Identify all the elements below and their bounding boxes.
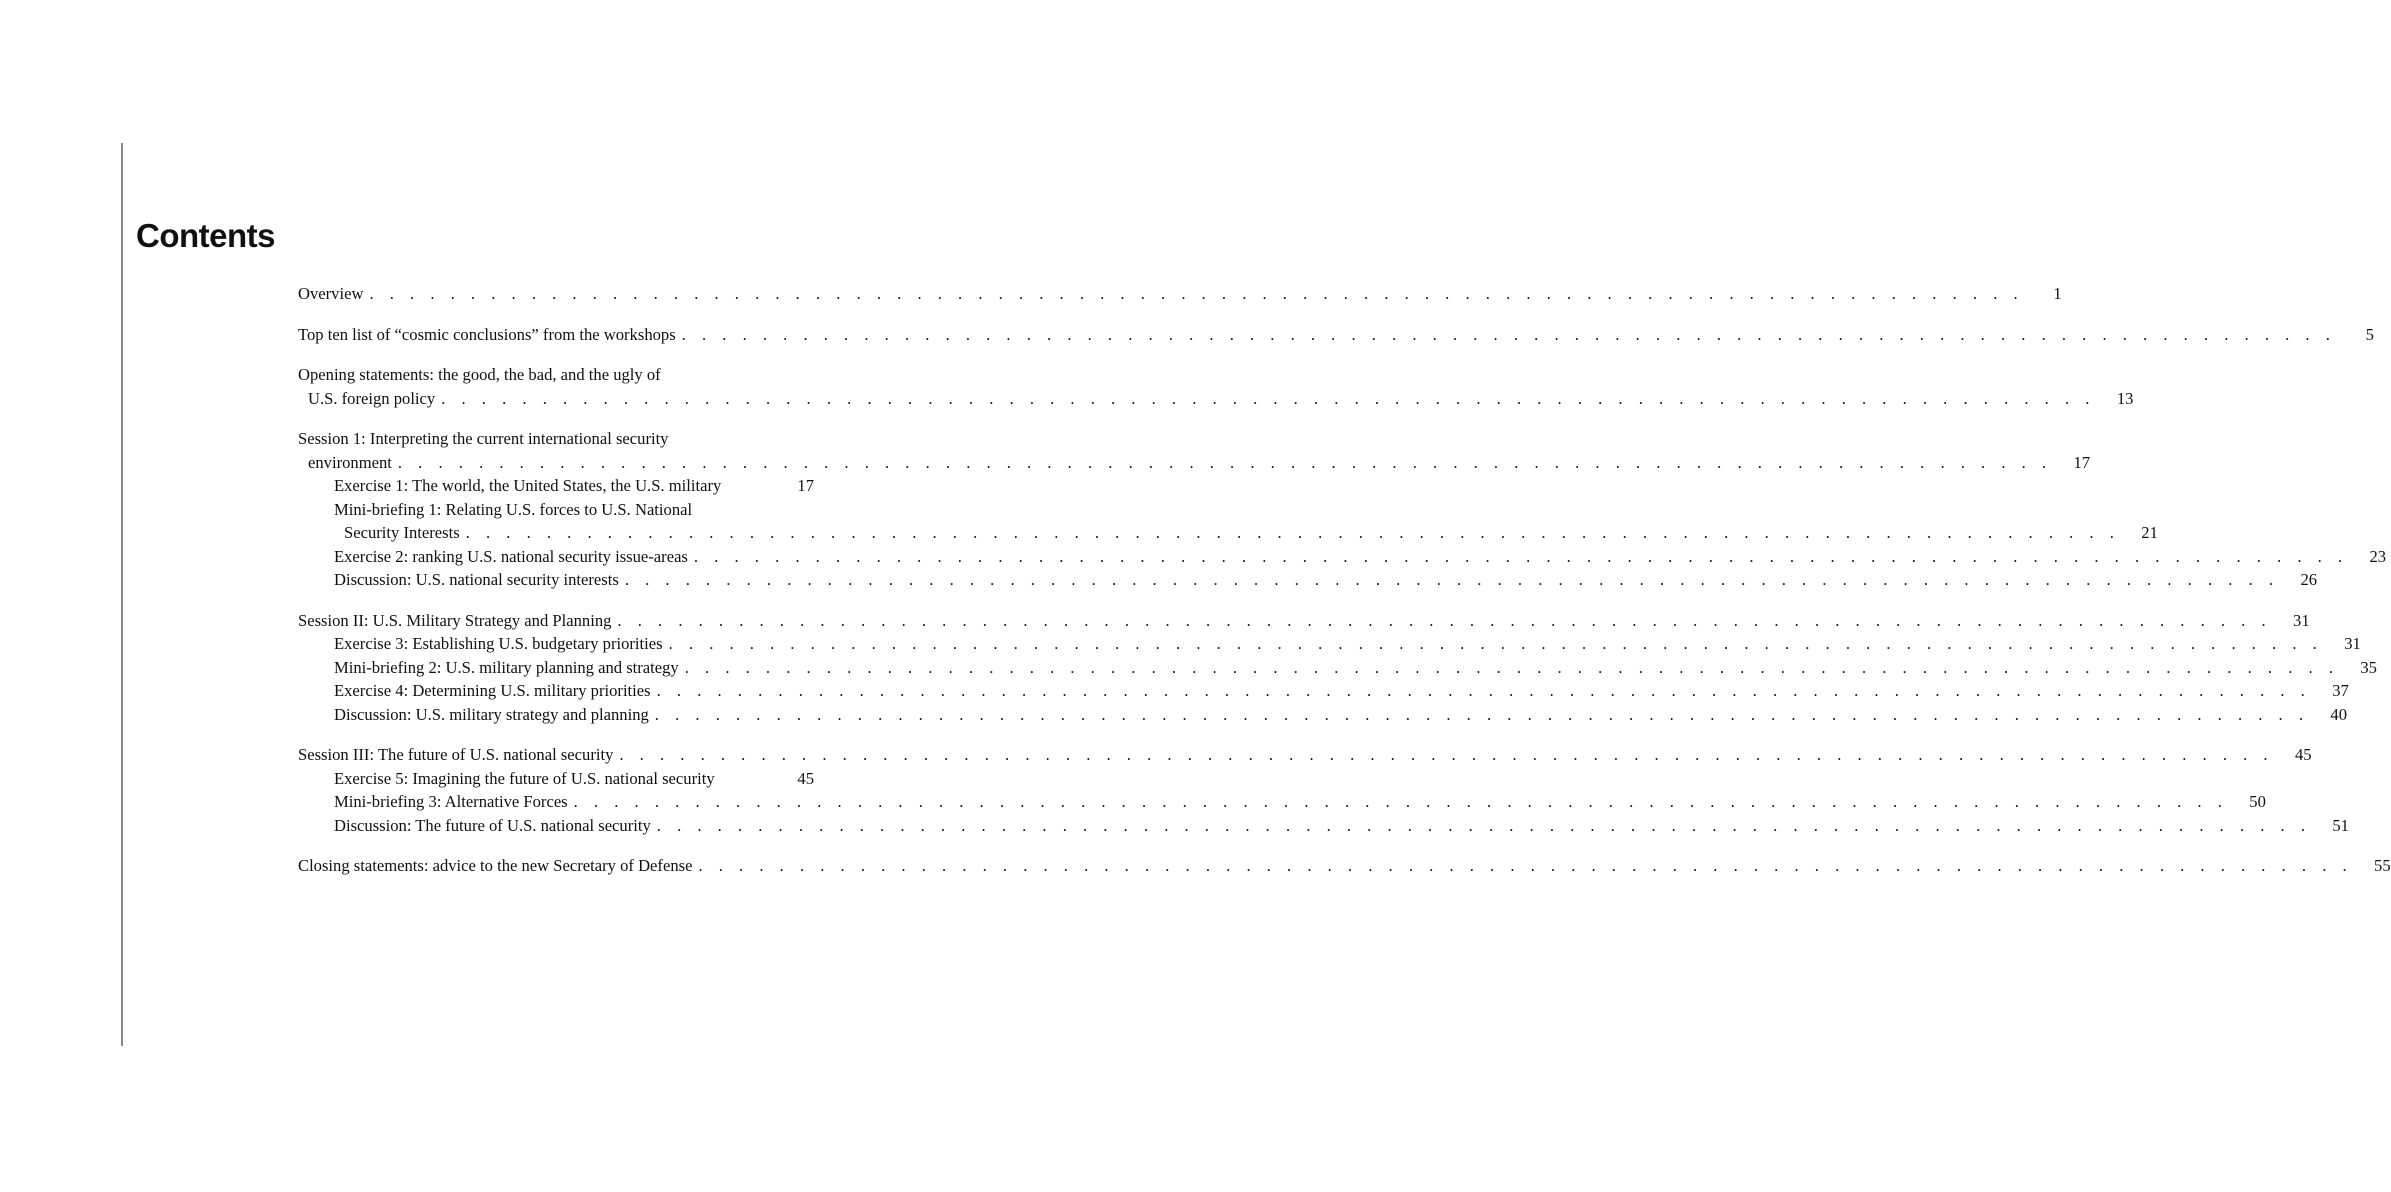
toc-page-number: 21 [2141,523,2158,542]
dot-leader: . . . . . . . . . . . . . . . . . . . . . . . . . . . . . . . . . . . . . . . . . . . . . . . . . . . . . . . . . . . . . . . . . . . . . . . . . . . . . . . . . . [369,284,2024,303]
toc-entry-top-ten[interactable] [298,323,2374,347]
dot-leader: . . . . . . . . . . . . . . . . . . . . . . . . . . . . . . . . . . . . . . . . . . . . . . . . . . . . . . . . . . . . . . . . . . . . . . . . . . . . . . . . . . [619,745,2274,764]
toc-entry-title: Exercise 4: Determining U.S. military priorities [334,681,651,700]
toc-entry-title: Overview [298,284,364,303]
toc-page-number: 35 [2360,657,2377,677]
toc-entry-overview[interactable] [298,282,2062,306]
toc-entry-title: Mini-briefing 3: Alternative Forces [334,792,568,811]
toc-entry-title: Session III: The future of U.S. national security [298,745,614,764]
toc-entry-session-2[interactable] [298,609,2310,633]
toc-entry-title-line1: Session 1: Interpreting the current international security [298,429,669,448]
dot-leader: . . . . . . . . . . . . . . . . . . . . . . . . . . . . . . . . . . . . . . . . . . . . . . . . . . . . . . . . . . . . . . . . . . . . . . . . . . . . . . . . . . [465,523,2120,542]
toc-page-number: 51 [2332,815,2349,835]
toc-entry-exercise-3[interactable] [298,632,2361,656]
toc-entry-title: Closing statements: advice to the new Secretary of Defense [298,856,693,875]
toc-page-number: 17 [2073,452,2091,472]
table-of-contents [298,282,2391,878]
toc-entry-title: Discussion: U.S. military strategy and planning [334,704,649,724]
toc-entry-title: Discussion: The future of U.S. national security [334,815,651,835]
toc-entry-exercise-5[interactable] [298,767,814,791]
toc-entry-exercise-2[interactable] [298,545,2387,569]
toc-entry-title-line2: environment [308,452,392,472]
toc-page-number: 45 [2294,745,2312,764]
toc-entry-mini-briefing-1[interactable] [298,498,2158,545]
toc-entry-title: Top ten list of “cosmic conclusions” from the workshops [298,324,676,344]
toc-page-number: 50 [2249,792,2266,811]
toc-entry-exercise-4[interactable] [298,679,2349,703]
dot-leader: . . . . . . . . . . . . . . . . . . . . . . . . . . . . . . . . . . . . . . . . . . . . . . . . . . . . . . . . . . . . . . . . . . . . . . . . . . . . . . . . . . [693,546,2349,566]
toc-entry-title: Exercise 1: The world, the United States, the U.S. military [334,476,722,495]
toc-page-number: 23 [2369,546,2387,566]
toc-entry-title: Mini-briefing 2: U.S. military planning and strategy [334,657,679,677]
dot-leader: . . . . . . . . . . . . . . . . . . . . . . . . . . . . . . . . . . . . . . . . . . . . . . . . . . . . . . . . . . . . . . . . . . . . . . . . . . . . . . . . . . [684,657,2339,677]
dot-leader: . . . . . . . . . . . . . . . . . . . . . . . . . . . . . . . . . . . . . . . . . . . . . . . . . . . . . . . . . . . . . . . . . . . . . . . . . . . . . . . . . . [681,324,2336,344]
dot-leader: . . . . . . . . . . . . . . . . . . . . . . . . . . . . . . . . . . . . . . . . . . . . . . . . . . . . . . . . . . . . . . . . . . . . . . . . . . . . . . . . . . [441,388,2096,408]
toc-entry-session-3[interactable] [298,743,2312,767]
toc-page-number: 45 [797,768,814,788]
toc-entry-mini-briefing-2[interactable] [298,656,2377,680]
toc-entry-exercise-1[interactable] [298,474,814,498]
dot-leader: . . . . . . . . . . . . . . . . . . . . . . . . . . . . . . . . . . . . . . . . . . . . . . . . . . . . . . . . . . . . . . . . . . . . . . . . . . . . . . . . . . [617,610,2272,630]
toc-page-number: 31 [2344,634,2361,653]
toc-page-number: 37 [2332,681,2349,700]
toc-page-number: 17 [797,476,814,495]
toc-entry-title: Discussion: U.S. national security interests [334,570,619,589]
toc-entry-title: Exercise 5: Imagining the future of U.S. national security [334,768,715,788]
toc-entry-title-line2: Security Interests [344,523,460,542]
toc-entry-mini-briefing-3[interactable] [298,790,2266,814]
toc-entry-opening-statements[interactable] [298,363,2134,410]
toc-page-number: 5 [2365,324,2374,344]
toc-entry-title: Exercise 2: ranking U.S. national security issue-areas [334,546,688,566]
toc-entry-title: Session II: U.S. Military Strategy and Planning [298,610,612,630]
toc-page-number: 26 [2300,570,2318,589]
dot-leader: . . . . . . . . . . . . . . . . . . . . . . . . . . . . . . . . . . . . . . . . . . . . . . . . . . . . . . . . . . . . . . . . . . . . . . . . . . . . . . . . . . [654,704,2309,724]
dot-leader: . . . . . . . . . . . . . . . . . . . . . . . . . . . . . . . . . . . . . . . . . . . . . . . . . . . . . . . . . . . . . . . . . . . . . . . . . . . . . . . . . . [668,634,2323,653]
margin-rule [121,143,123,1046]
toc-entry-session-1[interactable] [298,427,2091,474]
toc-entry-discussion-1[interactable] [298,568,2318,592]
dot-leader: . . . . . . . . . . . . . . . . . . . . . . . . . . . . . . . . . . . . . . . . . . . . . . . . . . . . . . . . . . . . . . . . . . . . . . . . . . . . . . . . . . [624,570,2280,589]
toc-entry-title-line1: Mini-briefing 1: Relating U.S. forces to U.S. National [334,499,693,519]
toc-page-number: 13 [2116,388,2134,408]
dot-leader: . . . . . . . . . . . . . . . . . . . . . . . . . . . . . . . . . . . . . . . . . . . . . . . . . . . . . . . . . . . . . . . . . . . . . . . . . . . . . . . . . . [573,792,2228,811]
dot-leader: . . . . . . . . . . . . . . . . . . . . . . . . . . . . . . . . . . . . . . . . . . . . . . . . . . . . . . . . . . . . . . . . . . . . . . . . . . . . . . . . . . [656,815,2311,835]
page-title: Contents [136,217,275,254]
toc-entry-discussion-3[interactable] [298,814,2349,838]
toc-page-number: 40 [2330,704,2347,724]
toc-entry-title-line2: U.S. foreign policy [308,388,436,408]
dot-leader: . . . . . . . . . . . . . . . . . . . . . . . . . . . . . . . . . . . . . . . . . . . . . . . . . . . . . . . . . . . . . . . . . . . . . . . . . . . . . . . . . . [698,856,2353,875]
toc-page-number: 1 [2053,284,2062,303]
dot-leader: . . . . . . . . . . . . . . . . . . . . . . . . . . . . . . . . . . . . . . . . . . . . . . . . . . . . . . . . . . . . . . . . . . . . . . . . . . . . . . . . . . [656,681,2311,700]
toc-entry-title-line1: Opening statements: the good, the bad, and the ugly of [298,365,661,384]
toc-page-number: 55 [2374,856,2391,875]
toc-page-number: 31 [2293,610,2310,630]
toc-entry-discussion-2[interactable] [298,703,2347,727]
dot-leader: . . . . . . . . . . . . . . . . . . . . . . . . . . . . . . . . . . . . . . . . . . . . . . . . . . . . . . . . . . . . . . . . . . . . . . . . . . . . . . . . . . [397,452,2053,472]
toc-entry-closing-statements[interactable] [298,854,2391,878]
toc-entry-title: Exercise 3: Establishing U.S. budgetary priorities [334,634,663,653]
